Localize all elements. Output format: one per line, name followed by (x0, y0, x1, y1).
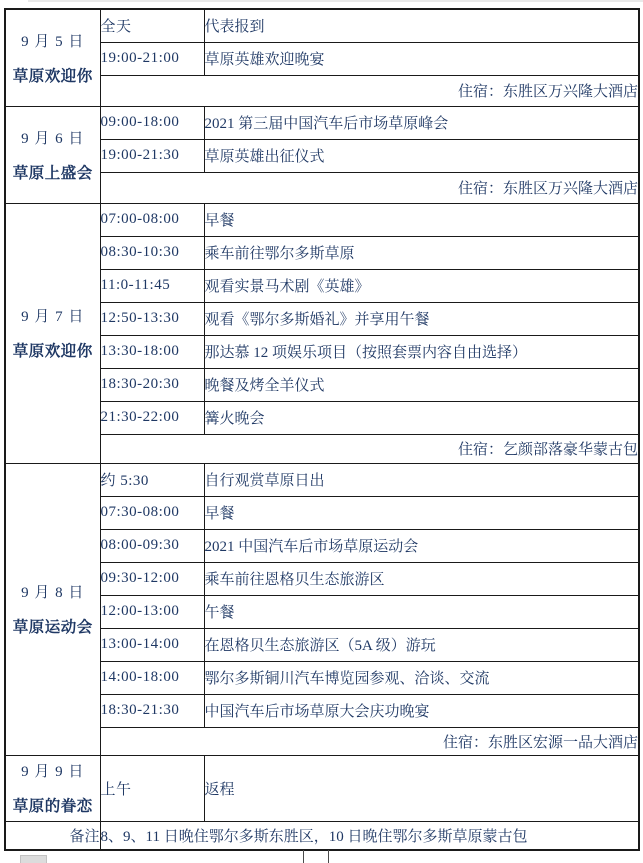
top-edge-artifact (28, 0, 643, 2)
time-cell: 约 5:30 (100, 463, 204, 496)
time-cell: 09:30-12:00 (100, 562, 204, 595)
schedule-row (5, 106, 639, 139)
schedule-row (5, 401, 639, 434)
time-cell: 07:30-08:00 (100, 496, 204, 529)
itinerary-table-body (5, 9, 639, 850)
date-theme-label: 草原欢迎你 (12, 67, 93, 85)
date-label: 9 月 8 日 (21, 585, 85, 601)
schedule-row (5, 496, 639, 529)
activity-cell: 草原英雄出征仪式 (204, 139, 639, 172)
activity-cell: 在恩格贝生态旅游区（5A 级）游玩 (204, 628, 639, 661)
activity-cell: 观看《鄂尔多斯婚礼》并享用午餐 (204, 302, 639, 335)
lodging-cell: 住宿：乞颜部落豪华蒙古包 (100, 434, 639, 463)
schedule-row (5, 368, 639, 401)
schedule-row (5, 269, 639, 302)
date-theme-label: 草原欢迎你 (12, 343, 93, 360)
date-cell (5, 755, 100, 821)
activity-cell: 2021 中国汽车后市场草原运动会 (204, 529, 639, 562)
schedule-row (5, 9, 639, 42)
time-cell: 08:00-09:30 (100, 529, 204, 562)
time-cell: 21:30-22:00 (100, 401, 204, 434)
date-label: 9 月 9 日 (21, 764, 85, 780)
schedule-row (5, 529, 639, 562)
schedule-row (5, 139, 639, 172)
date-cell (5, 9, 100, 106)
time-cell: 13:00-14:00 (100, 628, 204, 661)
activity-cell: 那达慕 12 项娱乐项目（按照套票内容自由选择） (204, 335, 639, 368)
time-cell: 全天 (100, 9, 204, 42)
date-cell (5, 463, 100, 755)
schedule-row (5, 302, 639, 335)
date-theme-label: 草原的眷恋 (12, 798, 93, 815)
date-label: 9 月 6 日 (21, 130, 85, 147)
time-cell: 18:30-20:30 (100, 368, 204, 401)
time-cell: 19:00-21:30 (100, 139, 204, 172)
time-cell: 12:50-13:30 (100, 302, 204, 335)
bottom-partial-element (20, 855, 47, 863)
lodging-cell: 住宿：东胜区万兴隆大酒店 (100, 172, 639, 203)
activity-cell: 早餐 (204, 203, 639, 236)
activity-cell: 2021 第三届中国汽车后市场草原峰会 (204, 106, 639, 139)
date-cell (5, 203, 100, 463)
activity-cell: 乘车前往鄂尔多斯草原 (204, 236, 639, 269)
activity-cell: 晚餐及烤全羊仪式 (204, 368, 639, 401)
time-cell: 12:00-13:00 (100, 595, 204, 628)
schedule-row (5, 595, 639, 628)
activity-cell: 乘车前往恩格贝生态旅游区 (204, 562, 639, 595)
schedule-row (5, 236, 639, 269)
schedule-row (5, 562, 639, 595)
schedule-row (5, 755, 639, 821)
schedule-row (5, 463, 639, 496)
schedule-row (5, 694, 639, 727)
time-cell: 09:00-18:00 (100, 106, 204, 139)
date-theme-label: 草原上盛会 (12, 164, 93, 182)
lodging-row (5, 75, 639, 106)
date-label: 9 月 7 日 (21, 309, 85, 325)
itinerary-table (4, 8, 640, 851)
schedule-row (5, 335, 639, 368)
remarks-content: 8、9、11 日晚住鄂尔多斯东胜区，10 日晚住鄂尔多斯草原蒙古包 (100, 821, 639, 850)
activity-cell: 早餐 (204, 496, 639, 529)
bottom-partial-table-border (303, 850, 329, 863)
schedule-row (5, 42, 639, 75)
activity-cell: 篝火晚会 (204, 401, 639, 434)
lodging-row (5, 172, 639, 203)
lodging-cell: 住宿：东胜区宏源一品大酒店 (100, 727, 639, 755)
remarks-row (5, 821, 639, 850)
activity-cell: 中国汽车后市场草原大会庆功晚宴 (204, 694, 639, 727)
activity-cell: 返程 (204, 755, 639, 821)
time-cell: 19:00-21:00 (100, 42, 204, 75)
activity-cell: 观看实景马术剧《英雄》 (204, 269, 639, 302)
activity-cell: 自行观赏草原日出 (204, 463, 639, 496)
activity-cell: 午餐 (204, 595, 639, 628)
time-cell: 14:00-18:00 (100, 661, 204, 694)
lodging-row (5, 727, 639, 755)
date-label: 9 月 5 日 (21, 33, 85, 50)
time-cell: 07:00-08:00 (100, 203, 204, 236)
activity-cell: 代表报到 (204, 9, 639, 42)
schedule-row (5, 661, 639, 694)
activity-cell: 鄂尔多斯铜川汽车博览园参观、洽谈、交流 (204, 661, 639, 694)
time-cell: 13:30-18:00 (100, 335, 204, 368)
date-cell (5, 106, 100, 203)
time-cell: 上午 (100, 755, 204, 821)
time-cell: 11:0-11:45 (100, 269, 204, 302)
activity-cell: 草原英雄欢迎晚宴 (204, 42, 639, 75)
lodging-row (5, 434, 639, 463)
date-theme-label: 草原运动会 (12, 619, 93, 636)
remarks-label: 备注 (5, 821, 100, 850)
schedule-row (5, 203, 639, 236)
lodging-cell: 住宿：东胜区万兴隆大酒店 (100, 75, 639, 106)
time-cell: 18:30-21:30 (100, 694, 204, 727)
time-cell: 08:30-10:30 (100, 236, 204, 269)
schedule-row (5, 628, 639, 661)
